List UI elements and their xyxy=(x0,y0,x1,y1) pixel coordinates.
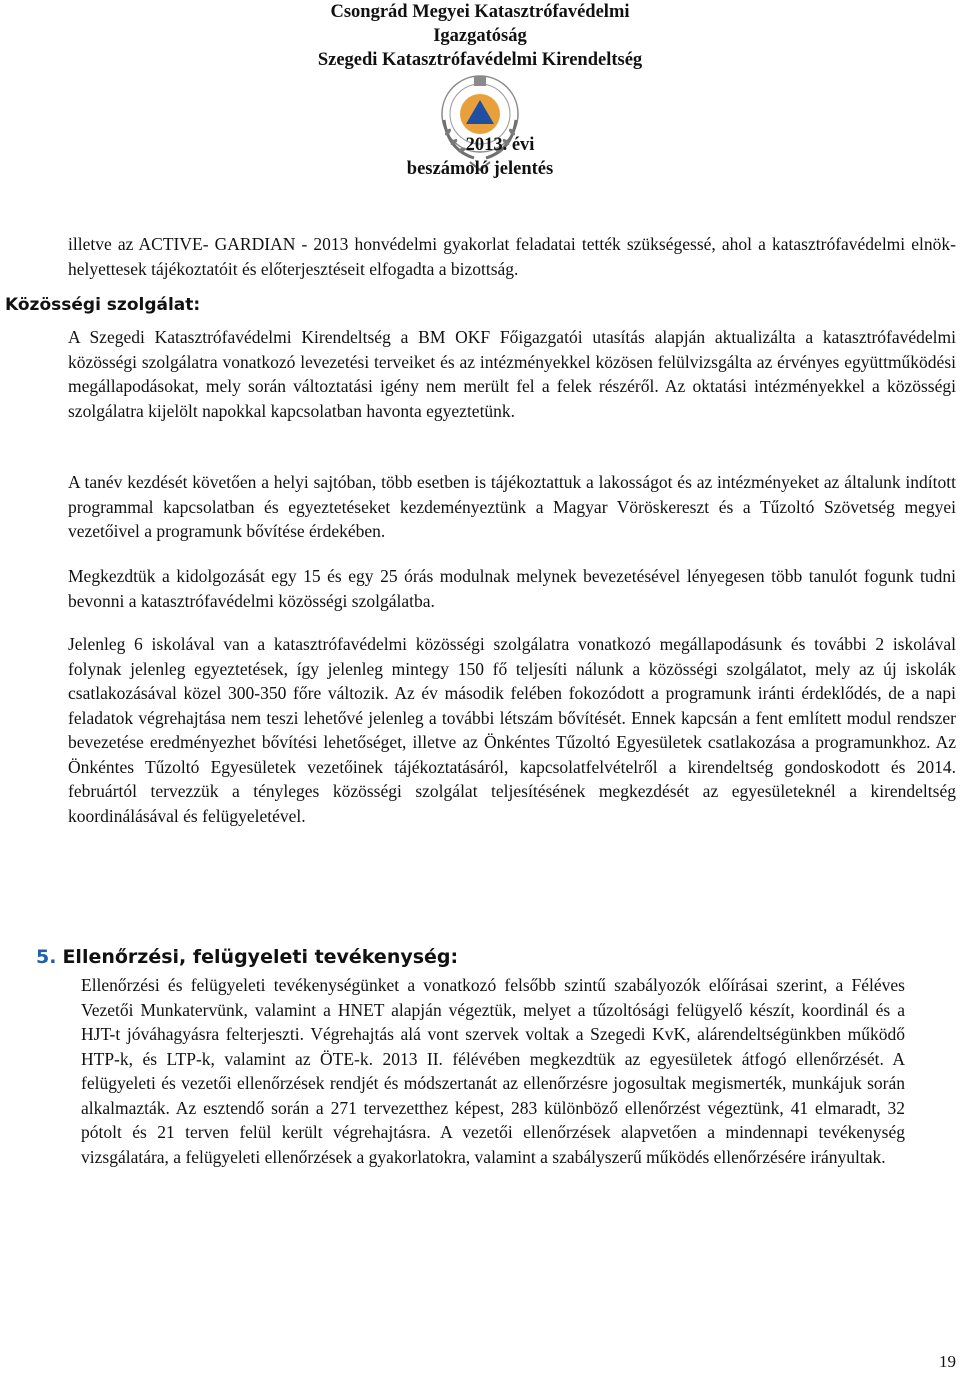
section-title: Ellenőrzési, felügyeleti tevékenység: xyxy=(62,946,459,968)
report-year: 2013. évi xyxy=(465,135,535,155)
community-service-paragraph-3: Megkezdtük a kidolgozását egy 15 és egy 25 órás modulnak melynek bevezetésével lényegesen több tanulót fogunk tudni bevonni a katasztrófavédelmi közösségi szolgálatba. xyxy=(68,566,956,611)
section-5-paragraph: Ellenőrzési és felügyeleti tevékenységünket a vonatkozó felsőbb szintű szabályozók előírásai szerint, a Féléves Vezetői Munkatervünk, valamint a HNET alapján végeztük, melyet a tűzoltósági felügyelő készít, koordinál és a HJT-t jóváhagyásra felterjeszti. Végrehajtás alá vont szervek voltak a Szegedi KvK, alárendeltségünkben működő HTP-k, és LTP-k, valamint az ÖTE-k. 2013 II. félévében megkezdtük az egyesületek átfogó ellenőrzését. A felügyeleti és vezetői ellenőrzések rendjét és módszertanát az ellenőrzésre jogosultak megismerték, munkájuk során alkalmazták. Az esztendő során a 271 tervezetthez képest, 283 különböző ellenőrzést végeztünk, 41 elmaradt, 32 pótolt és 21 terven felül került végrehajtásra. A vezetői ellenőrzések alapvetően a mindennapi tevékenység vizsgálatára, a felügyeleti ellenőrzések a gyakorlatokra, valamint a szabályszerű működés ellenőrzésére irányultak. xyxy=(81,975,905,1167)
section-5-heading xyxy=(36,944,458,970)
report-subtitle: beszámoló jelentés xyxy=(406,159,554,179)
community-service-heading: Közösségi szolgálat: xyxy=(5,295,201,315)
community-service-paragraph-2: A tanév kezdését követően a helyi sajtóban, több esetben is tájékoztattuk a lakosságot és az intézményeket az általunk indított programmal kapcsolatban és egyeztetéseket kezdeményeztünk a Magyar Vöröskereszt és a Tűzoltó Szövetség megyei vezetőivel a programunk bővítése érdekében. xyxy=(68,472,956,541)
community-service-paragraph-4: Jelenleg 6 iskolával van a katasztrófavédelmi közösségi szolgálatra vonatkozó megállapodásunk és további 2 iskolával folynak jelenleg egyeztetések, így jelenleg mintegy 150 fő teljesíti nálunk a közösségi szolgálatot, mely az új iskolák csatlakozásával közel 300-350 főre változik. Az év második felében fokozódott a programunk iránti érdeklődés, de a napi feladatok végrehajtása nem teszi lehetővé jelenleg a további létszám bővítését. Ennek kapcsán a fent említett modul rendszer bevezetése eredményezhet bővítési lehetőséget, illetve az Önkéntes Tűzoltó Egyesületek csatlakozása a programunkhoz. Az Önkéntes Tűzoltó Egyesületek vezetőinek tájékoztatásáról, kapcsolatfelvételről a kirendeltség gondoskodott és 2014. februártól tervezzük a tényleges közösségi szolgálat teljesítésének megkezdését az egyesületeknél a kirendeltség koordinálásával és felügyeletével. xyxy=(68,634,956,826)
header-line-1: Csongrád Megyei Katasztrófavédelmi xyxy=(330,2,630,22)
section-number: 5. xyxy=(36,946,57,968)
report-title xyxy=(0,133,960,181)
header-line-3: Szegedi Katasztrófavédelmi Kirendeltség xyxy=(317,50,643,70)
intro-paragraph: illetve az ACTIVE- GARDIAN - 2013 honvédelmi gyakorlat feladatai tették szükségessé, ahol a katasztrófavédelmi elnök-helyettesek tájékoztatóit és előterjesztéseit elfogadta a bizottság. xyxy=(68,234,956,279)
page-number: 19 xyxy=(939,1352,956,1371)
community-service-paragraph-1: A Szegedi Katasztrófavédelmi Kirendeltség a BM OKF Főigazgatói utasítás alapján aktualizálta a katasztrófavédelmi közösségi szolgálatra vonatkozó levezetési terveiket és az intézményekkel közösen felülvizsgálta az érvényes együttműködési megállapodásokat, mely során változtatási igény nem merült fel a felek részéről. Az oktatási intézményekkel a közösségi szolgálatra kijelölt napokkal kapcsolatban havonta egyeztetünk. xyxy=(68,327,956,421)
header-line-2: Igazgatóság xyxy=(433,26,527,46)
document-header xyxy=(0,0,960,72)
